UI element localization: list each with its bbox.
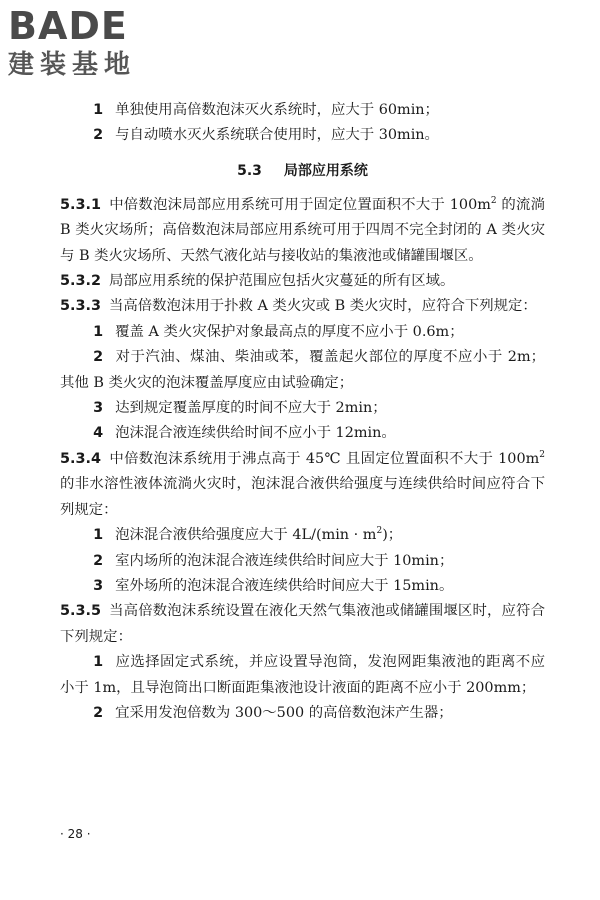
list-item — [60, 701, 545, 726]
item-text: 与自动喷水灭火系统联合使用时，应大于 30min。 — [115, 127, 439, 144]
clause-number: 5.3.1 — [60, 196, 101, 213]
clause-text: 的非水溶性液体流淌火灾时，泡沫混合液供给强度与连续供给时间应符合下列规定： — [60, 476, 545, 518]
item-number: 1 — [93, 102, 104, 118]
item-text: 泡沫混合液连续供给时间不应小于 12min。 — [115, 425, 396, 442]
clause-5-3-1 — [60, 193, 545, 269]
item-number: 3 — [93, 400, 104, 417]
logo-mark: BADE — [8, 4, 128, 48]
clause-number: 5.3.5 — [60, 603, 101, 620]
item-text: 达到规定覆盖厚度的时间不应大于 2min； — [115, 400, 387, 417]
clause-text: 中倍数泡沫系统用于沸点高于 45℃ 且固定位置面积不大于 100m — [108, 450, 540, 467]
page-number: · 28 · — [60, 827, 91, 841]
clause-text: 当高倍数泡沫系统设置在液化天然气集液池或储罐围堰区时，应符合下列规定： — [60, 603, 545, 645]
clause-text: 中倍数泡沫局部应用系统可用于固定位置面积不大于 100m — [108, 196, 491, 213]
item-text: 泡沫混合液供给强度应大于 4L/(min · m — [115, 527, 377, 544]
brand-logo — [8, 6, 178, 80]
item-number: 2 — [93, 704, 104, 721]
item-number: 3 — [93, 577, 104, 594]
item-number: 1 — [93, 323, 104, 340]
clause-5-3-4 — [60, 447, 545, 523]
section-number: 5.3 — [237, 162, 262, 179]
clause-5-3-5 — [60, 599, 545, 650]
list-item — [60, 345, 545, 396]
item-text: 宜采用发泡倍数为 300～500 的高倍数泡沫产生器； — [115, 704, 453, 721]
item-text: 应选择固定式系统，并应设置导泡筒，发泡网距集液池的距离不应小于 1m，且导泡筒出口断面距集液池设计液面的距离不应小于 200mm； — [60, 654, 545, 696]
item-text: 覆盖 A 类火灾保护对象最高点的厚度不应小于 0.6m； — [115, 323, 464, 340]
item-number: 1 — [93, 654, 104, 671]
clause-text: 的流淌 B 类火灾场所；高倍数泡沫局部应用系统可用于四周不完全封闭的 A 类火灾与 B 类火灾场所、天然气液化站与接收站的集液池或储罐围堰区。 — [60, 196, 545, 264]
list-item — [60, 123, 545, 148]
clause-5-3-3 — [60, 294, 545, 319]
clause-text: 局部应用系统的保护范围应包括火灾蔓延的所有区域。 — [108, 273, 455, 290]
clause-number: 5.3.3 — [60, 298, 101, 315]
list-item — [60, 574, 545, 599]
logo-subtitle: 建装基地 — [8, 50, 137, 80]
item-number: 1 — [93, 527, 104, 544]
clause-number: 5.3.2 — [60, 273, 101, 290]
list-item — [60, 650, 545, 701]
item-text: 室内场所的泡沫混合液连续供给时间应大于 10min； — [115, 552, 454, 569]
superscript: 2 — [376, 526, 383, 537]
clause-5-3-2 — [60, 269, 545, 294]
superscript: 2 — [539, 450, 545, 461]
section-heading — [60, 159, 545, 183]
list-item — [60, 98, 545, 123]
section-title: 局部应用系统 — [283, 162, 368, 179]
list-item — [60, 421, 545, 446]
item-number: 4 — [93, 425, 104, 442]
item-number: 2 — [93, 349, 104, 366]
list-item — [60, 396, 545, 421]
item-number: 2 — [93, 127, 104, 144]
item-text: )； — [382, 527, 403, 544]
item-text: 对于汽油、煤油、柴油或苯，覆盖起火部位的厚度不应小于 2m；其他 B 类火灾的泡沫覆盖厚度应由试验确定； — [60, 349, 545, 391]
item-number: 2 — [93, 552, 104, 569]
item-text: 室外场所的泡沫混合液连续供给时间应大于 15min。 — [115, 577, 454, 594]
list-item — [60, 320, 545, 345]
list-item — [60, 549, 545, 574]
list-item — [60, 523, 545, 548]
clause-text: 当高倍数泡沫用于扑救 A 类火灾或 B 类火灾时，应符合下列规定： — [108, 298, 537, 315]
clause-number: 5.3.4 — [60, 450, 101, 467]
page-body — [60, 98, 545, 726]
superscript: 2 — [490, 196, 497, 207]
item-text: 单独使用高倍数泡沫灭火系统时，应大于 60min； — [115, 102, 439, 118]
